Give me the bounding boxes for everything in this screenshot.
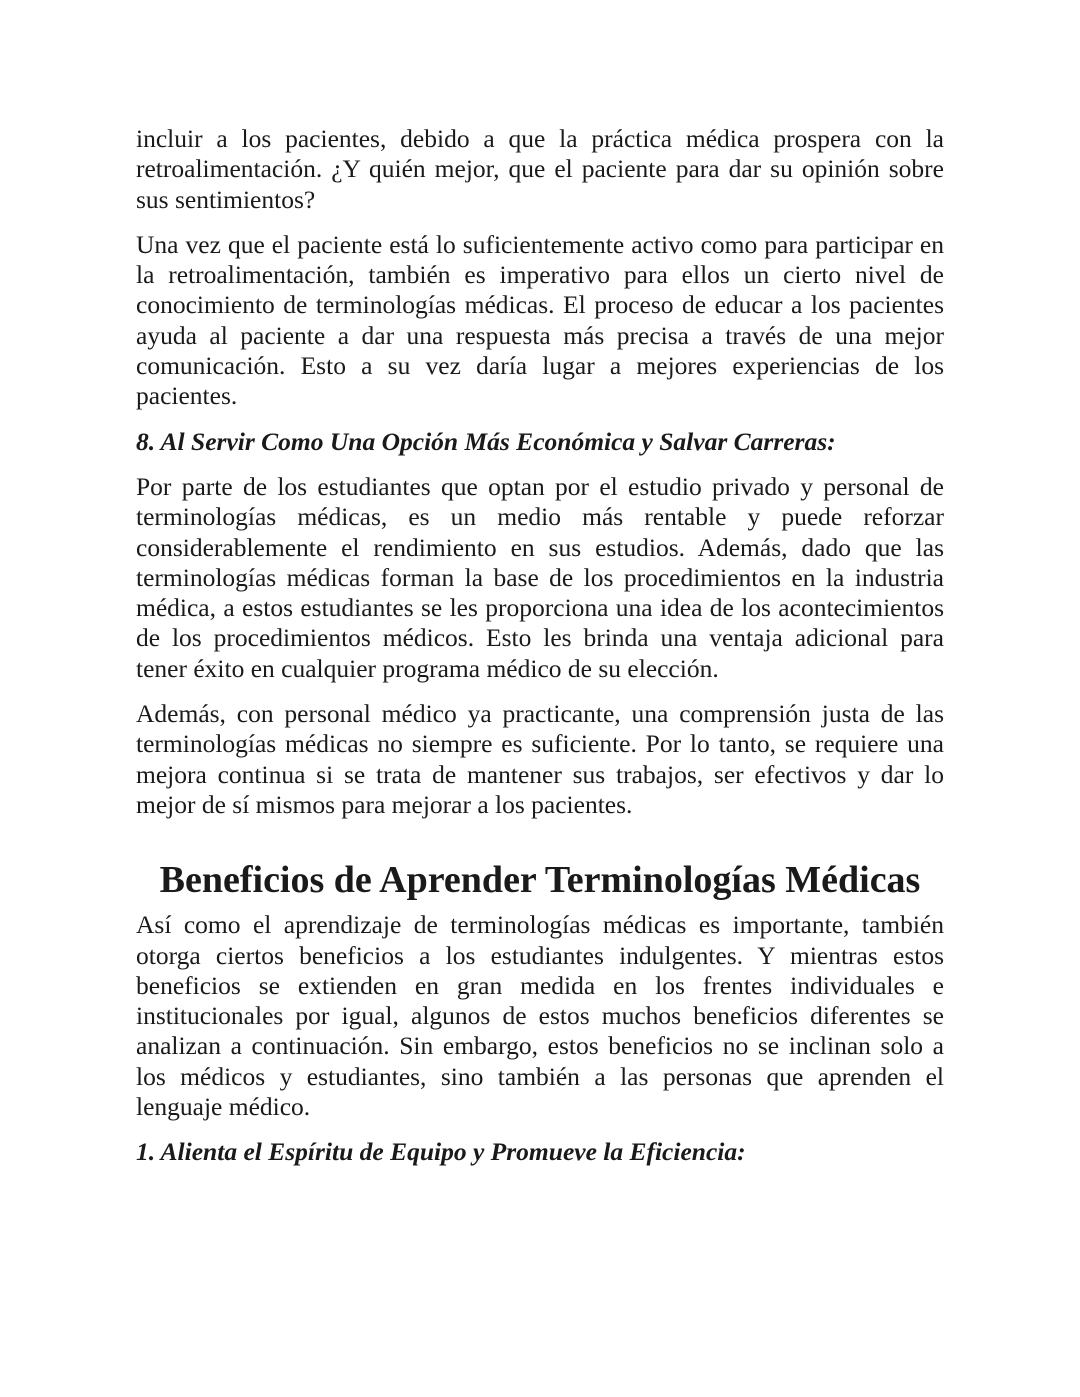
paragraph-medical-staff: Además, con personal médico ya practicante, una comprensión justa de las terminologías médicas no siempre es suficiente. Por lo tanto, se requiere una mejora continua si se trata de mantener sus trabajos, ser efectivos y dar lo mejor de sí mismos para mejorar a los pacientes. [136,699,944,819]
paragraph-patient-feedback: incluir a los pacientes, debido a que la práctica médica prospera con la retroalimentación. ¿Y quién mejor, que el paciente para dar su opinión sobre sus sentimientos? [136,124,944,214]
paragraph-patient-education: Una vez que el paciente está lo suficientemente activo como para participar en la retroalimentación, también es imperativo para ellos un cierto nivel de conocimiento de terminologías médicas. El proceso de educar a los pacientes ayuda al paciente a dar una respuesta más precisa a través de una mejor comunicación. Esto a su vez daría lugar a mejores experiencias de los pacientes. [136,229,944,411]
section-title: Beneficios de Aprender Terminologías Médicas [159,859,921,902]
subheading-team-spirit: 1. Alienta el Espíritu de Equipo y Promueve la Eficiencia: [136,1137,746,1167]
document-page [136,124,944,1168]
subheading-economic-option: 8. Al Servir Como Una Opción Más Económica y Salvar Carreras: [136,426,836,456]
paragraph-benefits-intro: Así como el aprendizaje de terminologías médicas es importante, también otorga ciertos beneficios a los estudiantes indulgentes. Y mientras estos beneficios se extienden en gran medida en los frentes individuales e institucionales por igual, algunos de estos muchos beneficios diferentes se analizan a continuación. Sin embargo, estos beneficios no se inclinan solo a los médicos y estudiantes, sino también a las personas que aprenden el lenguaje médico. [136,910,944,1122]
paragraph-students-study: Por parte de los estudiantes que optan por el estudio privado y personal de terminologías médicas, es un medio más rentable y puede reforzar considerablemente el rendimiento en sus estudios. Además, dado que las terminologías médicas forman la base de los procedimientos en la industria médica, a estos estudiantes se les proporciona una idea de los acontecimientos de los procedimientos médicos. Esto les brinda una ventaja adicional para tener éxito en cualquier programa médico de su elección. [136,471,944,683]
